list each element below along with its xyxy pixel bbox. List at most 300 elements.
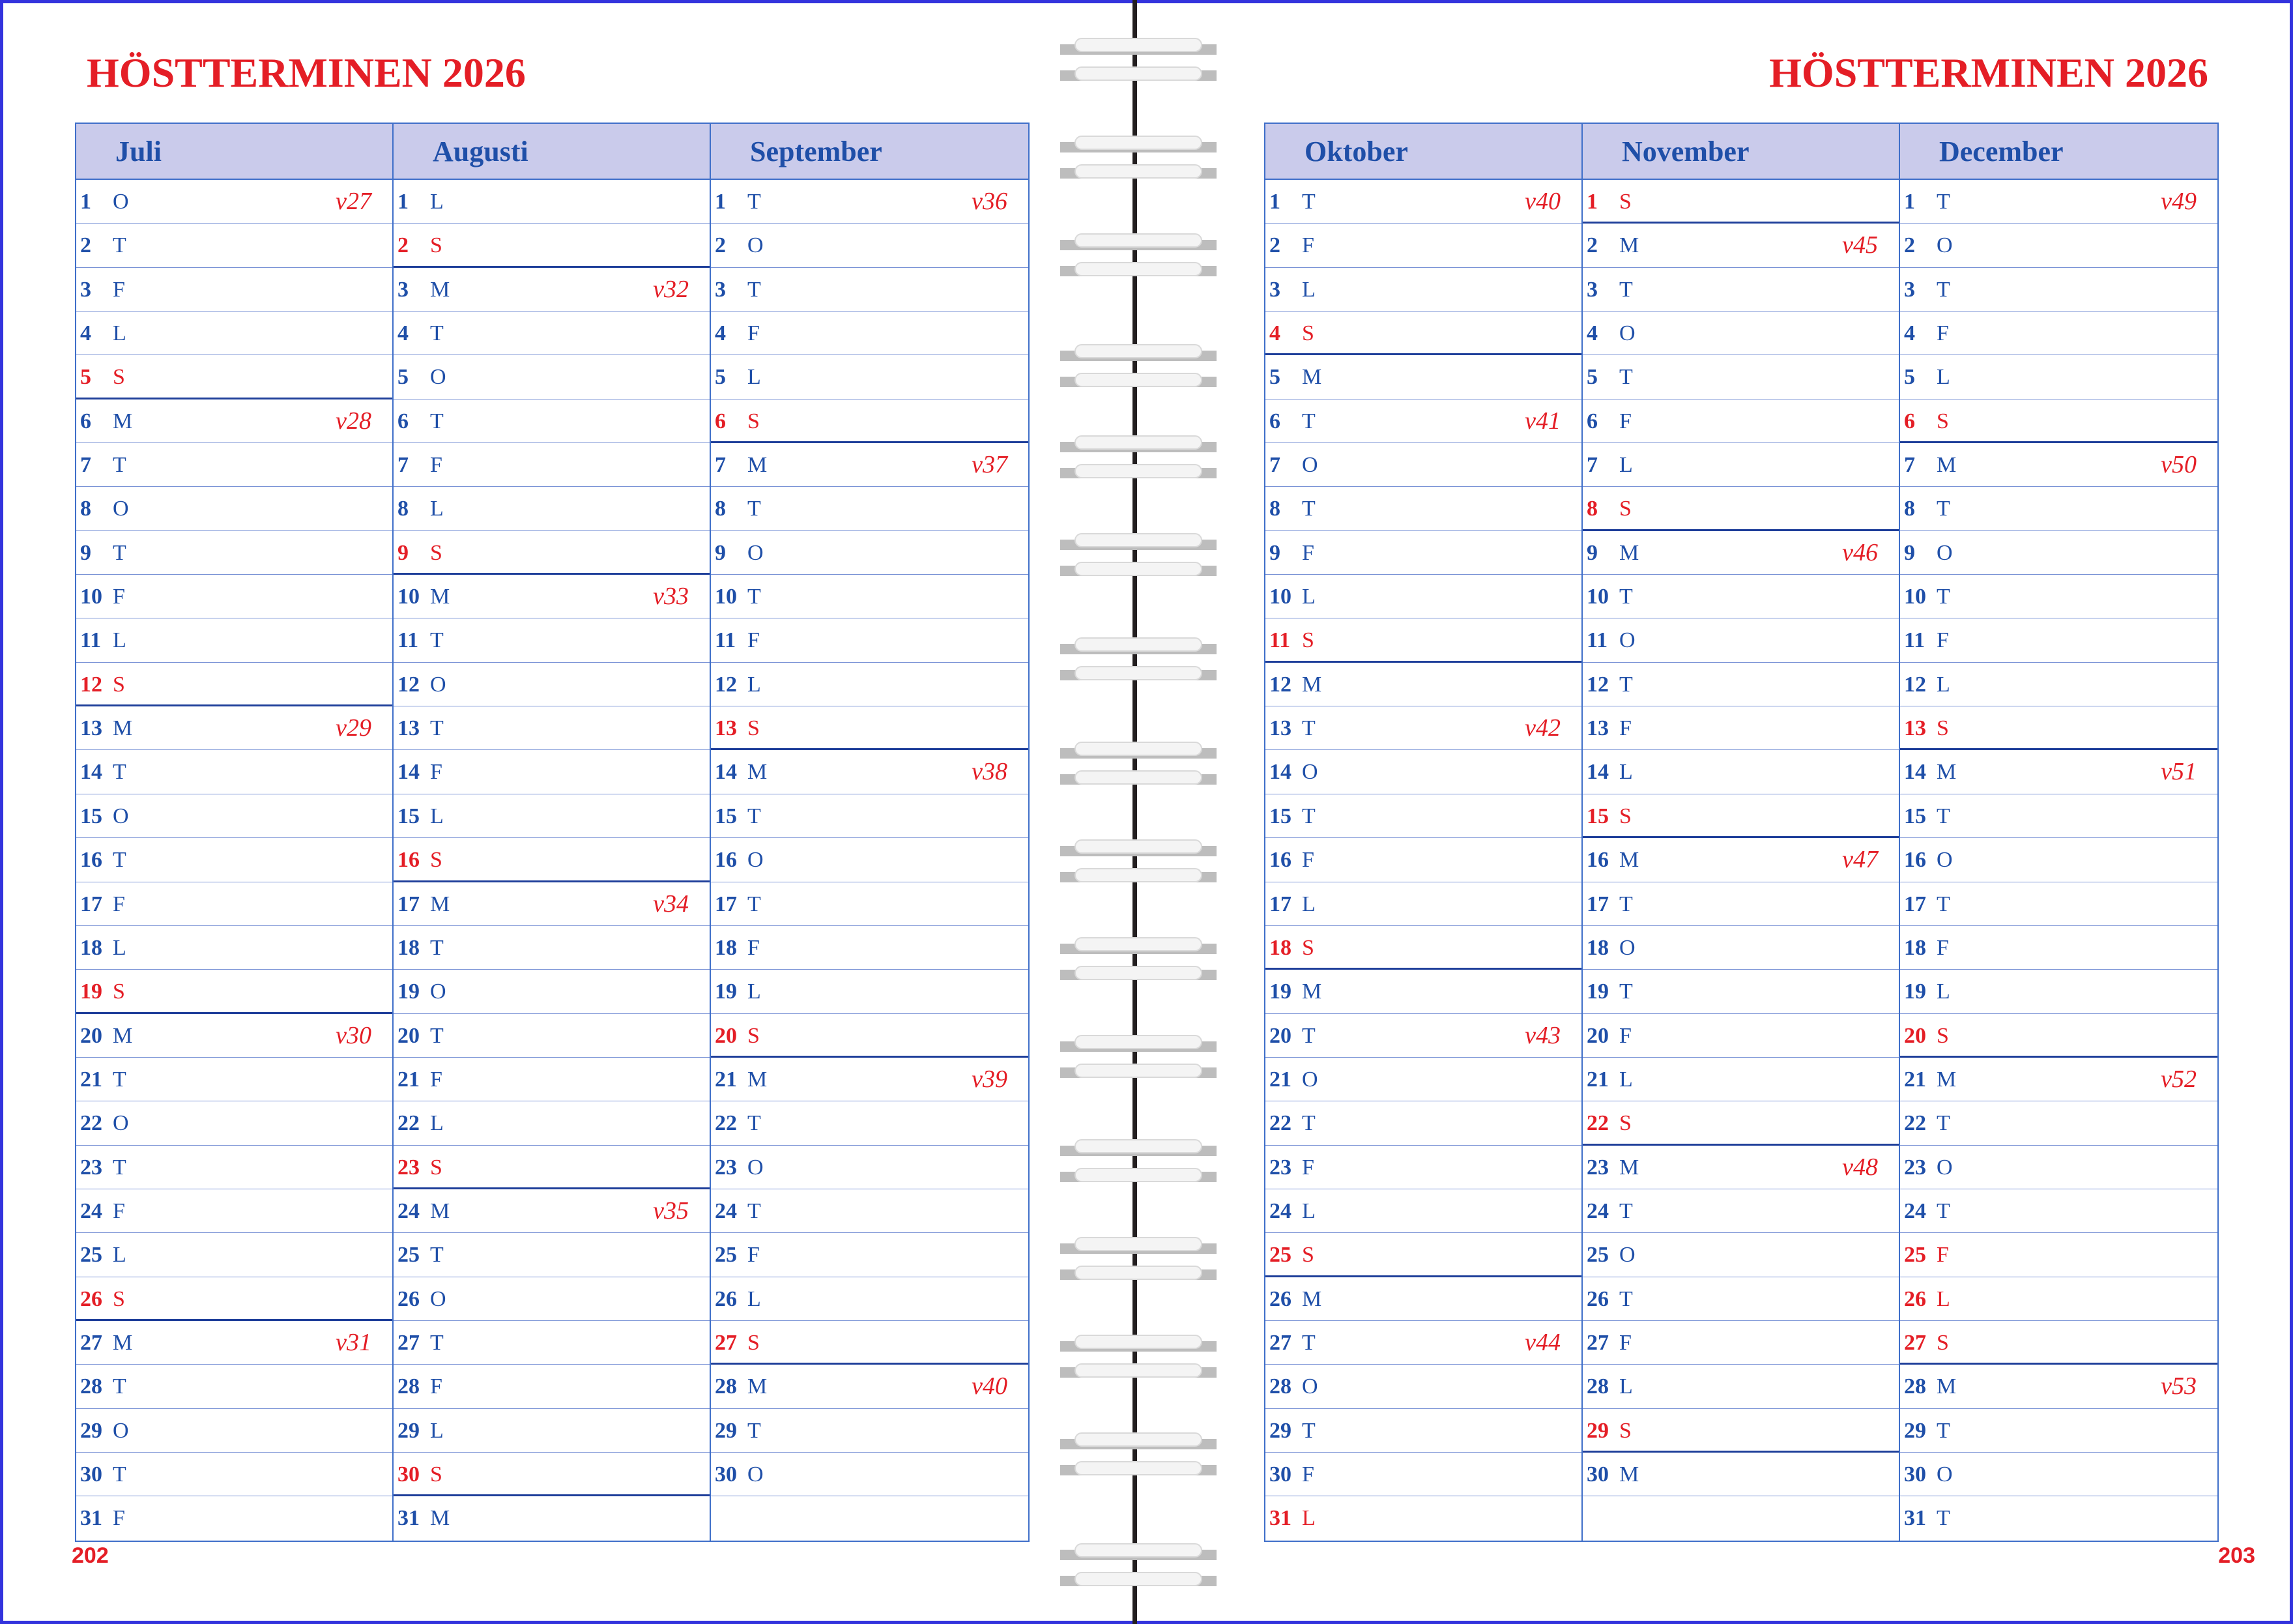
weekday-letter: M (113, 409, 133, 433)
day-number: 6 (1904, 409, 1915, 433)
weekday-letter: T (430, 1243, 444, 1268)
day-row (711, 355, 1028, 399)
day-number: 3 (1587, 277, 1598, 302)
weekday-letter: L (113, 935, 126, 960)
day-row (394, 487, 710, 530)
weekday-letter: T (747, 804, 761, 828)
day-number: 10 (80, 585, 102, 609)
day-row (711, 970, 1028, 1013)
day-number: 6 (715, 409, 726, 433)
weekday-letter: L (430, 1111, 444, 1136)
day-number: 27 (397, 1330, 420, 1355)
day-number: 25 (80, 1243, 102, 1268)
day-row (1265, 1189, 1581, 1233)
weekday-letter: T (1937, 1418, 1950, 1443)
day-number: 24 (397, 1198, 420, 1223)
day-row (1265, 224, 1581, 267)
weekday-letter: T (430, 935, 444, 960)
day-number: 13 (1904, 716, 1926, 741)
day-row (1583, 663, 1899, 706)
day-row (394, 794, 710, 838)
weekday-letter: L (113, 1243, 126, 1268)
day-row (1900, 1101, 2217, 1145)
weekday-letter: M (1619, 233, 1639, 258)
weekday-letter: S (1302, 628, 1314, 653)
day-row (711, 1189, 1028, 1233)
day-number: 26 (1269, 1286, 1291, 1311)
weekday-letter: S (430, 1155, 442, 1180)
day-row (1265, 970, 1581, 1013)
week-number: v41 (1525, 407, 1561, 435)
weekday-letter: M (1302, 979, 1322, 1004)
day-number: 5 (397, 365, 409, 390)
day-row (1900, 970, 2217, 1013)
weekday-letter: L (113, 321, 126, 346)
day-row (1583, 618, 1899, 662)
day-row (76, 970, 392, 1013)
day-number: 14 (397, 760, 420, 785)
day-row (1265, 399, 1581, 443)
day-row (76, 312, 392, 355)
day-row (394, 618, 710, 662)
day-number: 30 (1904, 1462, 1926, 1486)
week-number: v49 (2161, 188, 2197, 215)
day-row (711, 1233, 1028, 1277)
weekday-letter: T (747, 497, 761, 521)
weekday-letter: F (113, 892, 125, 916)
weekday-letter: L (430, 190, 444, 214)
day-number: 23 (1904, 1155, 1926, 1180)
weekday-letter: F (1619, 1330, 1632, 1355)
month-name: Oktober (1265, 124, 1581, 180)
day-number: 16 (1587, 848, 1609, 873)
day-row (76, 1058, 392, 1101)
day-row (1583, 224, 1899, 267)
weekday-letter: O (747, 1462, 764, 1486)
day-row (1265, 1496, 1581, 1540)
day-row (1265, 838, 1581, 882)
weekday-letter: O (113, 804, 129, 828)
weekday-letter: F (113, 277, 125, 302)
weekday-letter: S (113, 672, 125, 697)
day-number: 15 (1587, 804, 1609, 828)
day-row (76, 268, 392, 312)
weekday-letter: T (1937, 190, 1950, 214)
day-number: 31 (80, 1506, 102, 1531)
day-number: 25 (1904, 1243, 1926, 1268)
day-row (394, 1409, 710, 1453)
day-number: 8 (1587, 497, 1598, 521)
weekday-letter: L (1302, 1506, 1316, 1531)
weekday-letter: O (747, 233, 764, 258)
weekday-letter: T (1619, 365, 1633, 390)
weekday-letter: T (1937, 1506, 1950, 1531)
day-number: 19 (1904, 979, 1926, 1004)
weekday-letter: F (1302, 540, 1314, 565)
day-number: 21 (1269, 1067, 1291, 1092)
day-number: 11 (715, 628, 736, 653)
day-number: 11 (80, 628, 102, 653)
day-row (711, 750, 1028, 794)
day-number: 27 (1269, 1330, 1291, 1355)
day-row (1900, 750, 2217, 794)
weekday-letter: M (113, 1023, 133, 1048)
day-number: 26 (397, 1286, 420, 1311)
day-number: 27 (1904, 1330, 1926, 1355)
week-number: v47 (1842, 846, 1878, 874)
weekday-letter: F (430, 1067, 442, 1092)
day-number: 12 (397, 672, 420, 697)
day-row (1265, 1365, 1581, 1408)
day-row (1583, 794, 1899, 838)
weekday-letter: M (1619, 848, 1639, 873)
day-row (394, 1365, 710, 1408)
day-number: 11 (1269, 628, 1291, 653)
weekday-letter: T (430, 409, 444, 433)
month-column (1900, 124, 2217, 1541)
weekday-letter: S (747, 409, 760, 433)
page-title: HÖSTTERMINEN 2026 (87, 50, 526, 96)
weekday-letter: T (1302, 1330, 1316, 1355)
weekday-letter: M (1937, 1374, 1957, 1399)
day-number: 29 (1269, 1418, 1291, 1443)
weekday-letter: L (1619, 1374, 1633, 1399)
weekday-letter: M (1937, 1067, 1957, 1092)
weekday-letter: S (747, 1330, 760, 1355)
day-row (711, 1496, 1028, 1540)
day-row (76, 399, 392, 443)
weekday-letter: T (747, 1111, 761, 1136)
day-number: 23 (1269, 1155, 1291, 1180)
weekday-letter: S (747, 1023, 760, 1048)
day-row (76, 355, 392, 399)
weekday-letter: S (113, 1286, 125, 1311)
day-row (1900, 1189, 2217, 1233)
day-row (1265, 1277, 1581, 1321)
day-row (394, 1321, 710, 1365)
day-number: 19 (80, 979, 102, 1004)
day-row (711, 531, 1028, 575)
weekday-letter: S (1937, 1330, 1949, 1355)
day-row (1583, 1409, 1899, 1453)
day-row (1583, 750, 1899, 794)
weekday-letter: T (430, 1330, 444, 1355)
day-row (1583, 531, 1899, 575)
day-row (711, 926, 1028, 970)
day-number: 3 (397, 277, 409, 302)
weekday-letter: T (747, 1418, 761, 1443)
day-number: 2 (1587, 233, 1598, 258)
day-row (1900, 882, 2217, 926)
weekday-letter: S (747, 716, 760, 741)
page-number: 203 (2218, 1543, 2255, 1568)
week-number: v36 (972, 188, 1007, 215)
day-row (711, 399, 1028, 443)
day-number: 23 (397, 1155, 420, 1180)
day-row (76, 575, 392, 618)
weekday-letter: F (747, 321, 760, 346)
day-number: 20 (1904, 1023, 1926, 1048)
day-row (1583, 268, 1899, 312)
day-number: 26 (1587, 1286, 1609, 1311)
weekday-letter: L (430, 497, 444, 521)
weekday-letter: L (747, 1286, 761, 1311)
day-row (711, 312, 1028, 355)
week-number: v32 (653, 275, 689, 303)
month-name: Augusti (394, 124, 710, 180)
week-number: v48 (1842, 1153, 1878, 1181)
day-row (711, 794, 1028, 838)
day-row (1265, 1146, 1581, 1189)
day-number: 28 (397, 1374, 420, 1399)
day-number: 18 (1269, 935, 1291, 960)
weekday-letter: T (113, 1374, 126, 1399)
weekday-letter: O (1937, 1462, 1953, 1486)
day-number: 14 (1587, 760, 1609, 785)
day-row (394, 1496, 710, 1540)
weekday-letter: T (113, 1067, 126, 1092)
day-number: 13 (1587, 716, 1609, 741)
day-row (76, 180, 392, 224)
weekday-letter: F (1302, 848, 1314, 873)
weekday-letter: L (1937, 1286, 1950, 1311)
day-row (76, 1101, 392, 1145)
day-row (1265, 926, 1581, 970)
day-number: 14 (1904, 760, 1926, 785)
day-row (1583, 1101, 1899, 1145)
day-number: 1 (1587, 190, 1598, 214)
weekday-letter: M (430, 892, 450, 916)
left-page (0, 0, 1108, 1624)
day-number: 25 (397, 1243, 420, 1268)
calendar-grid (75, 123, 1030, 1542)
weekday-letter: S (1619, 190, 1632, 214)
day-row (1265, 268, 1581, 312)
day-number: 4 (1904, 321, 1915, 346)
day-row (1583, 1189, 1899, 1233)
day-row (711, 1101, 1028, 1145)
weekday-letter: M (1619, 1462, 1639, 1486)
day-number: 15 (715, 804, 737, 828)
weekday-letter: O (430, 672, 446, 697)
day-row (394, 1058, 710, 1101)
day-number: 3 (715, 277, 726, 302)
day-number: 11 (1904, 628, 1925, 653)
day-number: 21 (397, 1067, 420, 1092)
day-row (1583, 443, 1899, 487)
day-row (711, 443, 1028, 487)
day-row (394, 1101, 710, 1145)
week-number: v44 (1525, 1328, 1561, 1356)
weekday-letter: F (430, 453, 442, 478)
day-number: 20 (1587, 1023, 1609, 1048)
weekday-letter: L (430, 804, 444, 828)
day-number: 16 (397, 848, 420, 873)
month-name: December (1900, 124, 2217, 180)
day-row (1900, 1058, 2217, 1101)
day-number: 8 (397, 497, 409, 521)
day-number: 24 (715, 1198, 737, 1223)
weekday-letter: S (1302, 1243, 1314, 1268)
weekday-letter: L (1302, 1198, 1316, 1223)
week-number: v28 (336, 407, 371, 435)
day-row (394, 882, 710, 926)
day-number: 2 (80, 233, 91, 258)
day-number: 7 (1904, 453, 1915, 478)
weekday-letter: S (1937, 716, 1949, 741)
weekday-letter: T (1302, 1023, 1316, 1048)
day-number: 5 (80, 365, 91, 390)
calendar-grid (1264, 123, 2219, 1542)
day-number: 12 (80, 672, 102, 697)
day-number: 19 (1587, 979, 1609, 1004)
weekday-letter: T (1302, 804, 1316, 828)
day-number: 9 (1904, 540, 1915, 565)
day-number: 27 (80, 1330, 102, 1355)
weekday-letter: M (113, 716, 133, 741)
weekday-letter: O (113, 1418, 129, 1443)
day-number: 1 (80, 190, 91, 214)
day-number: 29 (1587, 1418, 1609, 1443)
weekday-letter: M (747, 1374, 768, 1399)
day-row (76, 618, 392, 662)
day-row (1900, 1453, 2217, 1496)
weekday-letter: L (1937, 365, 1950, 390)
weekday-letter: T (1619, 672, 1633, 697)
day-row (1583, 1321, 1899, 1365)
week-number: v43 (1525, 1021, 1561, 1049)
week-number: v50 (2161, 451, 2197, 479)
day-row (1900, 399, 2217, 443)
day-number: 10 (1269, 585, 1291, 609)
day-row (1900, 575, 2217, 618)
day-row (394, 750, 710, 794)
day-number: 25 (1269, 1243, 1291, 1268)
day-number: 6 (80, 409, 91, 433)
day-row (394, 531, 710, 575)
day-number: 22 (715, 1111, 737, 1136)
day-number: 4 (1587, 321, 1598, 346)
weekday-letter: S (430, 1462, 442, 1486)
weekday-letter: T (1302, 497, 1316, 521)
weekday-letter: T (747, 585, 761, 609)
day-row (1900, 926, 2217, 970)
day-row (1900, 618, 2217, 662)
day-row (394, 443, 710, 487)
day-number: 7 (397, 453, 409, 478)
day-number: 12 (1587, 672, 1609, 697)
weekday-letter: L (113, 628, 126, 653)
day-number: 18 (1587, 935, 1609, 960)
day-number: 13 (397, 716, 420, 741)
week-number: v42 (1525, 714, 1561, 742)
month-column (1265, 124, 1583, 1541)
weekday-letter: L (430, 1418, 444, 1443)
day-number: 24 (1269, 1198, 1291, 1223)
day-row (1900, 1277, 2217, 1321)
day-row (76, 1146, 392, 1189)
day-number: 17 (715, 892, 737, 916)
day-number: 7 (80, 453, 91, 478)
day-number: 21 (715, 1067, 737, 1092)
day-row (1900, 180, 2217, 224)
weekday-letter: T (1619, 979, 1633, 1004)
day-number: 9 (80, 540, 91, 565)
weekday-letter: S (430, 848, 442, 873)
day-row (711, 180, 1028, 224)
day-number: 14 (80, 760, 102, 785)
day-number: 1 (1904, 190, 1915, 214)
weekday-letter: S (1937, 409, 1949, 433)
day-number: 28 (1269, 1374, 1291, 1399)
day-row (1900, 312, 2217, 355)
day-row (76, 1321, 392, 1365)
day-row (711, 618, 1028, 662)
weekday-letter: F (113, 585, 125, 609)
day-number: 4 (1269, 321, 1280, 346)
weekday-letter: O (747, 848, 764, 873)
weekday-letter: T (1619, 892, 1633, 916)
day-number: 7 (1587, 453, 1598, 478)
month-column (76, 124, 394, 1541)
day-row (1900, 355, 2217, 399)
weekday-letter: S (430, 233, 442, 258)
day-number: 22 (1587, 1111, 1609, 1136)
day-row (1583, 1146, 1899, 1189)
day-number: 17 (1269, 892, 1291, 916)
day-number: 20 (715, 1023, 737, 1048)
day-number: 18 (80, 935, 102, 960)
day-row (1583, 1277, 1899, 1321)
day-row (1583, 970, 1899, 1013)
day-row (1265, 1101, 1581, 1145)
week-number: v40 (972, 1372, 1007, 1400)
day-number: 11 (397, 628, 419, 653)
day-row (1265, 663, 1581, 706)
month-column (394, 124, 711, 1541)
day-row (76, 531, 392, 575)
day-row (711, 1146, 1028, 1189)
weekday-letter: S (1619, 1111, 1632, 1136)
day-row (1900, 663, 2217, 706)
day-row (1583, 838, 1899, 882)
day-number: 21 (80, 1067, 102, 1092)
weekday-letter: T (1619, 1198, 1633, 1223)
day-number: 2 (397, 233, 409, 258)
weekday-letter: L (747, 672, 761, 697)
weekday-letter: F (1937, 1243, 1949, 1268)
weekday-letter: M (747, 1067, 768, 1092)
day-number: 13 (715, 716, 737, 741)
weekday-letter: F (1619, 716, 1632, 741)
weekday-letter: O (1302, 760, 1318, 785)
day-row (711, 1277, 1028, 1321)
day-number: 12 (1904, 672, 1926, 697)
day-number: 4 (397, 321, 409, 346)
day-number: 30 (1587, 1462, 1609, 1486)
day-row (1265, 443, 1581, 487)
day-number: 15 (397, 804, 420, 828)
day-row (1265, 882, 1581, 926)
day-row (76, 1189, 392, 1233)
day-number: 29 (715, 1418, 737, 1443)
day-row (711, 882, 1028, 926)
weekday-letter: L (1937, 979, 1950, 1004)
weekday-letter: M (747, 760, 768, 785)
day-row (1265, 1058, 1581, 1101)
day-row (394, 180, 710, 224)
day-row (1900, 794, 2217, 838)
